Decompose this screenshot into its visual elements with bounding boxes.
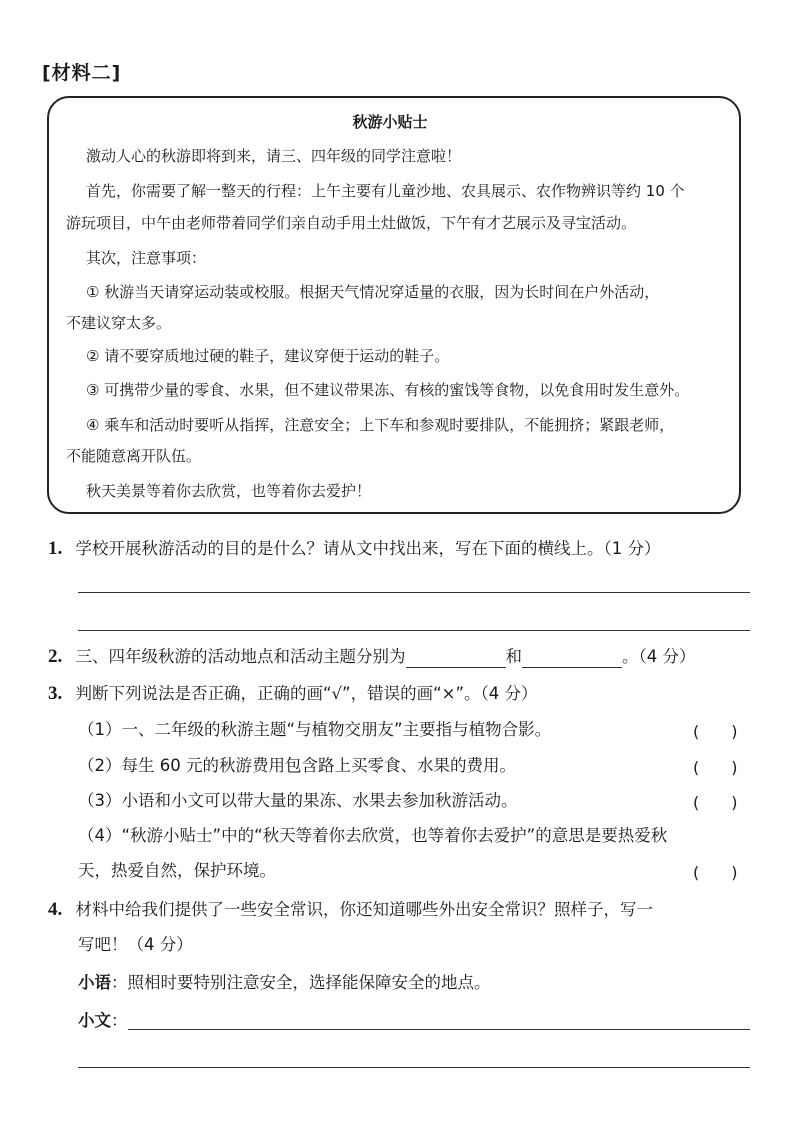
question-text-c: 。（4 分） <box>622 647 696 666</box>
question-number: 3. <box>48 683 63 704</box>
tips-item1-line2: 不建议穿太多。 <box>66 314 172 332</box>
xiaoyu-example <box>78 972 491 994</box>
xiaoyu-text: ：照相时要特别注意安全，选择能保障安全的地点。 <box>111 973 491 992</box>
question-4 <box>48 899 653 921</box>
answer-parentheses[interactable]: ( ) <box>693 722 738 741</box>
question-number: 4. <box>48 899 63 920</box>
xiaowen-label: 小文 <box>78 1011 111 1030</box>
tips-item1-line1: ① 秋游当天请穿运动装或校服。根据天气情况穿适量的衣服，因为长时间在户外活动， <box>86 283 660 301</box>
question-text: 学校开展秋游活动的目的是什么？请从文中找出来，写在下面的横线上。（1 分） <box>75 539 661 558</box>
answer-line[interactable] <box>78 592 750 593</box>
question-1 <box>48 538 661 560</box>
tips-second: 其次，注意事项： <box>86 249 207 267</box>
xiaoyu-label: 小语 <box>78 973 111 992</box>
answer-line[interactable] <box>78 1067 750 1068</box>
material-label: [材料二] <box>42 62 122 84</box>
xiaowen-colon: ： <box>111 1011 128 1030</box>
tips-item2: ② 请不要穿质地过硬的鞋子，建议穿便于运动的鞋子。 <box>86 347 450 365</box>
tips-item3: ③ 可携带少量的零食、水果，但不建议带果冻、有核的蜜饯等食物，以免食用时发生意外。 <box>86 381 690 399</box>
answer-line[interactable] <box>128 1029 750 1030</box>
tips-item4-line2: 不能随意离开队伍。 <box>66 447 202 465</box>
question-2 <box>48 646 696 668</box>
question-number: 1. <box>48 538 63 559</box>
question-number: 2. <box>48 646 63 667</box>
answer-line[interactable] <box>78 630 750 631</box>
question-text-a: 三、四年级秋游的活动地点和活动主题分别为 <box>75 647 406 666</box>
xiaowen-answer <box>78 1010 128 1032</box>
tips-item4-line1: ④ 乘车和活动时要听从指挥，注意安全；上下车和参观时要排队，不能拥挤；紧跟老师， <box>86 416 675 434</box>
question-4-line2: 写吧！（4 分） <box>78 935 193 954</box>
tips-closing: 秋天美景等着你去欣赏，也等着你去爱护！ <box>86 482 372 500</box>
tips-first-line1: 首先，你需要了解一整天的行程：上午主要有儿童沙地、农具展示、农作物辨识等约 10 个 <box>86 182 685 200</box>
answer-parentheses[interactable]: ( ) <box>693 863 738 882</box>
question-text-line1: 材料中给我们提供了一些安全常识，你还知道哪些外出安全常识？照样子，写一 <box>75 900 653 919</box>
answer-parentheses[interactable]: ( ) <box>693 758 738 777</box>
question-text: 判断下列说法是否正确，正确的画“√”，错误的画“×”。（4 分） <box>75 684 538 703</box>
question-text-b: 和 <box>505 647 522 666</box>
statement-1: （1）一、二年级的秋游主题“与植物交朋友”主要指与植物合影。 <box>78 720 552 739</box>
question-3 <box>48 683 538 705</box>
blank-location[interactable] <box>406 649 506 668</box>
tips-intro: 激动人心的秋游即将到来，请三、四年级的同学注意啦！ <box>86 147 462 165</box>
statement-2: （2）每生 60 元的秋游费用包含路上买零食、水果的费用。 <box>78 756 516 775</box>
statement-4-line2: 天，热爱自然，保护环境。 <box>78 861 276 880</box>
blank-theme[interactable] <box>522 649 622 668</box>
tips-title: 秋游小贴士 <box>352 113 428 131</box>
statement-3: （3）小语和小文可以带大量的果冻、水果去参加秋游活动。 <box>78 791 518 810</box>
statement-4-line1: （4）“秋游小贴士”中的“秋天等着你去欣赏，也等着你去爱护”的意思是要热爱秋 <box>78 826 668 845</box>
answer-parentheses[interactable]: ( ) <box>693 793 738 812</box>
tips-first-line2: 游玩项目，中午由老师带着同学们亲自动手用土灶做饭，下午有才艺展示及寻宝活动。 <box>66 214 637 232</box>
